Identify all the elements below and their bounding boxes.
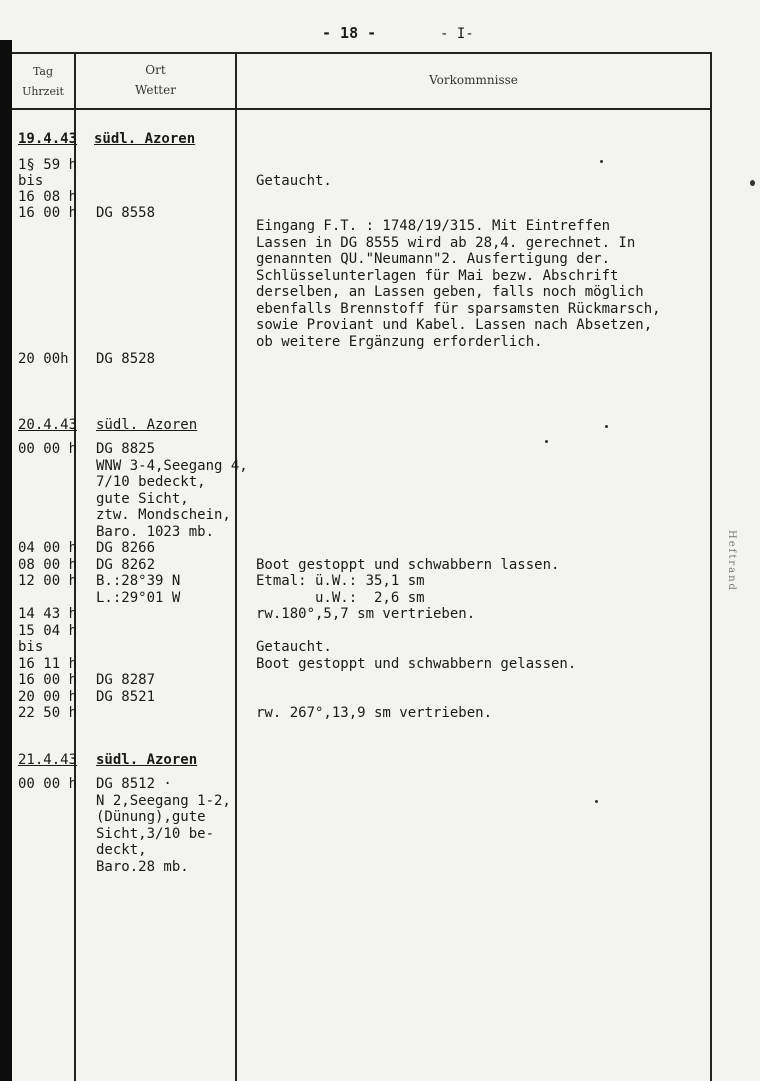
- time-entry: 22 50 h: [18, 705, 78, 721]
- wetter-line: Baro.28 mb.: [96, 858, 189, 875]
- day2-location: südl. Azoren: [96, 417, 198, 433]
- day3-date: 21.4.43: [18, 752, 78, 768]
- day2-date: 20.4.43: [18, 417, 78, 433]
- time-entry: 04 00 h: [18, 540, 78, 556]
- time-entry: 1§ 59 h: [18, 157, 78, 173]
- event-line: derselben, an Lassen geben, falls noch möglich: [256, 284, 644, 300]
- event-line: Schlüsselunterlagen für Mai bezw. Abschrift: [256, 267, 619, 284]
- wetter-line: WNW 3-4,Seegang 4,: [96, 457, 248, 474]
- header-tag: Tag: [32, 65, 54, 78]
- wetter-line: Sicht,3/10 be-: [96, 825, 215, 842]
- event-line: sowie Proviant und Kabel. Lassen nach Absetzen,: [256, 317, 653, 333]
- wetter-line: DG 8825: [96, 441, 156, 457]
- event-line: Getaucht.: [256, 173, 332, 189]
- wetter-line: ztw. Mondschein,: [96, 507, 231, 523]
- time-entry: 20 00 h: [18, 688, 78, 705]
- time-entry: 08 00 h: [18, 556, 78, 573]
- day3-location: südl. Azoren: [96, 752, 198, 768]
- wetter-line: DG 8266: [96, 540, 156, 556]
- wetter-line: B.:28°39 N: [96, 573, 181, 589]
- event-line: Lassen in DG 8555 wird ab 28,4. gerechnet. In: [256, 234, 636, 251]
- day1-position: DG 8558: [96, 205, 156, 221]
- wetter-line: 7/10 bedeckt,: [96, 474, 206, 490]
- ink-speck: [595, 800, 598, 803]
- col-divider-2: [235, 52, 237, 1081]
- wetter-line: gute Sicht,: [96, 490, 189, 507]
- header-wetter: Wetter: [135, 83, 176, 97]
- header-vorkommnisse: Vorkommnisse: [429, 73, 518, 87]
- table-header-line: [12, 108, 710, 110]
- header-ort: Ort: [145, 63, 166, 77]
- wetter-line: DG 8521: [96, 688, 156, 705]
- time-entry: bis: [18, 639, 44, 655]
- wetter-line: L.:29°01 W: [96, 589, 181, 606]
- table-top-line: [12, 52, 710, 54]
- ink-speck: [545, 440, 548, 443]
- wetter-line: (Dünung),gute: [96, 809, 206, 825]
- day1-location: südl. Azoren: [94, 131, 196, 147]
- event-line: ebenfalls Brennstoff für sparsamsten Rückmarsch,: [256, 300, 661, 317]
- page-shadow-edge: [0, 40, 12, 1081]
- day1-position2: DG 8528: [96, 351, 156, 367]
- time-entry: 00 00 h: [18, 441, 78, 457]
- page-number: - 18 -: [322, 24, 377, 42]
- wetter-line: DG 8287: [96, 672, 156, 688]
- time-entry: 16 11 h: [18, 655, 78, 672]
- wetter-line: Baro. 1023 mb.: [96, 523, 215, 540]
- event-line: rw.180°,5,7 sm vertrieben.: [256, 606, 476, 622]
- time-entry: 16 08 h: [18, 189, 78, 205]
- day1-time2: 20 00h: [18, 351, 69, 367]
- event-line: Boot gestoppt und schwabbern lassen.: [256, 556, 560, 573]
- day1-date: 19.4.43: [18, 131, 78, 147]
- event-line: genannten QU."Neumann"2. Ausfertigung der.: [256, 251, 611, 267]
- wetter-line: deckt,: [96, 842, 147, 858]
- wetter-line: N 2,Seegang 1-2,: [96, 792, 231, 809]
- time-entry: 14 43 h: [18, 606, 78, 622]
- event-line: rw. 267°,13,9 sm vertrieben.: [256, 705, 493, 721]
- header-ort-wetter: [76, 60, 235, 100]
- page-mark: - I-: [440, 26, 474, 42]
- ink-speck: [750, 180, 755, 186]
- event-line: u.W.: 2,6 sm: [256, 589, 425, 606]
- margin-note: Heftrand: [726, 530, 737, 592]
- header-uhrzeit: Uhrzeit: [22, 85, 64, 98]
- header-tag-uhrzeit: [12, 62, 74, 102]
- time-entry: 12 00 h: [18, 573, 78, 589]
- event-line: Etmal: ü.W.: 35,1 sm: [256, 573, 425, 589]
- time-entry: 15 04 h: [18, 622, 78, 639]
- ink-speck: [600, 160, 603, 163]
- event-line: Getaucht.: [256, 639, 332, 655]
- event-line: Boot gestoppt und schwabbern gelassen.: [256, 655, 577, 672]
- wetter-line: DG 8512 ·: [96, 776, 172, 792]
- event-line: ob weitere Ergänzung erforderlich.: [256, 333, 543, 350]
- table-right-line: [710, 52, 712, 1081]
- wetter-line: DG 8262: [96, 556, 156, 573]
- day3-time: 00 00 h: [18, 776, 78, 792]
- ink-speck: [605, 425, 608, 428]
- time-entry: 16 00 h: [18, 205, 78, 221]
- time-entry: 16 00 h: [18, 672, 78, 688]
- time-entry: bis: [18, 173, 44, 189]
- event-line: Eingang F.T. : 1748/19/315. Mit Eintreffen: [256, 218, 611, 234]
